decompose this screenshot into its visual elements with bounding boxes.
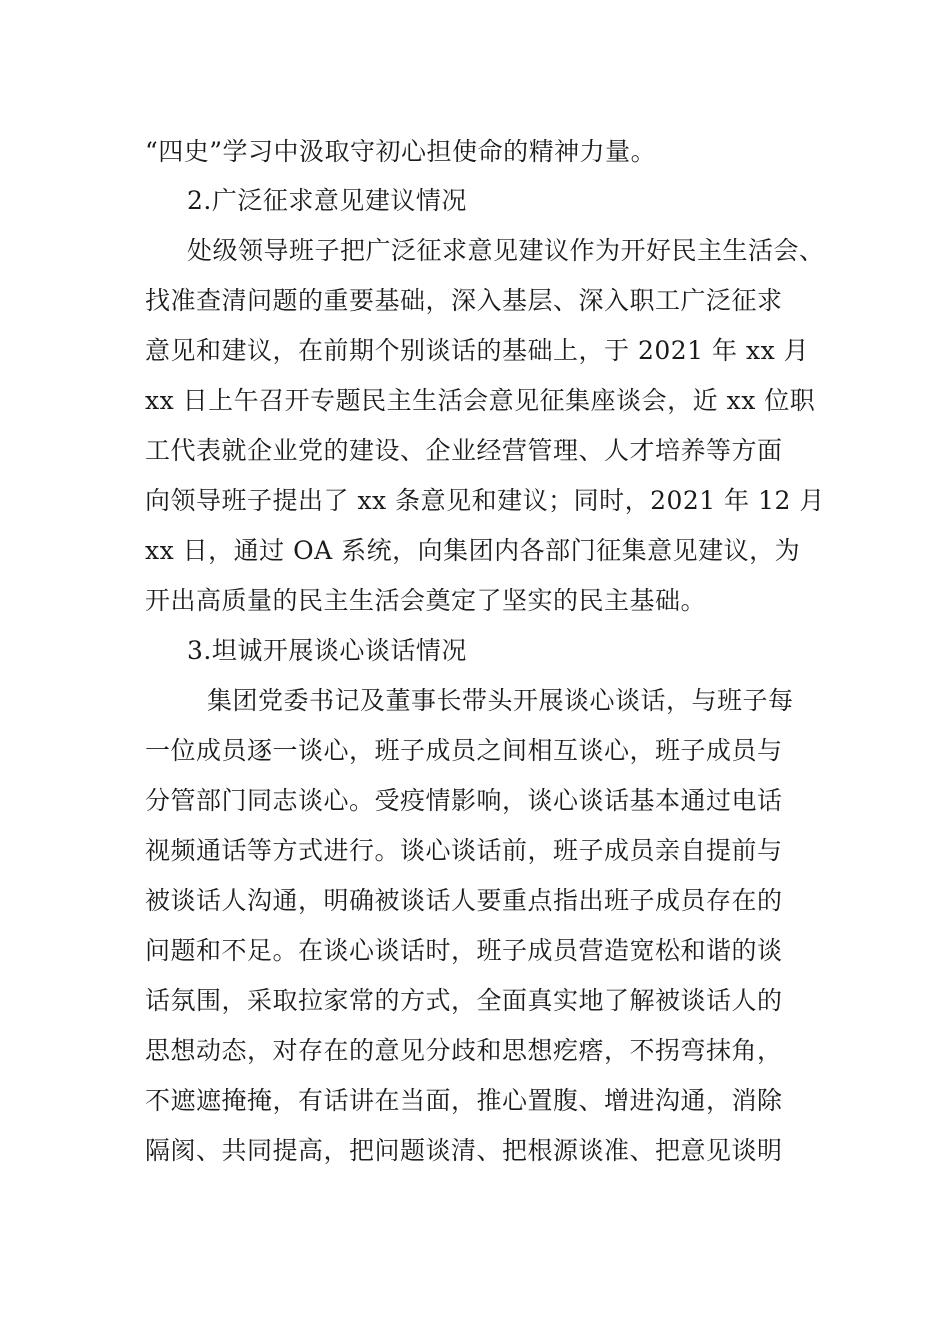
text-line: 找准查清问题的重要基础，深入基层、深入职工广泛征求 bbox=[145, 286, 783, 315]
text-line: 一位成员逐一谈心，班子成员之间相互谈心，班子成员与 bbox=[145, 736, 783, 765]
text-line: 工代表就企业党的建设、企业经营管理、人才培养等方面 bbox=[145, 436, 783, 465]
text-line: 不遮遮掩掩，有话讲在当面，推心置腹、增进沟通，消除 bbox=[145, 1086, 783, 1115]
text-line: 问题和不足。在谈心谈话时，班子成员营造宽松和谐的谈 bbox=[145, 936, 783, 965]
text-line: 集团党委书记及董事长带头开展谈心谈话，与班子每 bbox=[207, 686, 794, 715]
text-line: 隔阂、共同提高，把问题谈清、把根源谈准、把意见谈明 bbox=[145, 1136, 783, 1165]
text-line: “四史”学习中汲取守初心担使命的精神力量。 bbox=[145, 137, 657, 166]
text-line: xx 日，通过 OA 系统，向集团内各部门征集意见建议，为 bbox=[145, 536, 801, 565]
text-line: 向领导班子提出了 xx 条意见和建议；同时，2021 年 12 月 bbox=[145, 486, 825, 515]
text-line: 处级领导班子把广泛征求意见建议作为开好民主生活会、 bbox=[187, 236, 825, 265]
text-line: 分管部门同志谈心。受疫情影响，谈心谈话基本通过电话 bbox=[145, 786, 783, 815]
text-line: 视频通话等方式进行。谈心谈话前，班子成员亲自提前与 bbox=[145, 836, 783, 865]
text-line: 思想动态，对存在的意见分歧和思想疙瘩，不拐弯抹角， bbox=[145, 1036, 783, 1065]
text-line: 被谈话人沟通，明确被谈话人要重点指出班子成员存在的 bbox=[145, 886, 783, 915]
text-line: 开出高质量的民主生活会奠定了坚实的民主基础。 bbox=[145, 586, 707, 615]
text-line: 意见和建议，在前期个别谈话的基础上，于 2021 年 xx 月 bbox=[145, 336, 810, 365]
text-line: 话氛围，采取拉家常的方式，全面真实地了解被谈话人的 bbox=[145, 986, 783, 1015]
section-heading: 2.广泛征求意见建议情况 bbox=[187, 186, 467, 215]
text-line: xx 日上午召开专题民主生活会意见征集座谈会，近 xx 位职 bbox=[145, 386, 816, 415]
section-heading: 3.坦诚开展谈心谈话情况 bbox=[187, 636, 467, 665]
